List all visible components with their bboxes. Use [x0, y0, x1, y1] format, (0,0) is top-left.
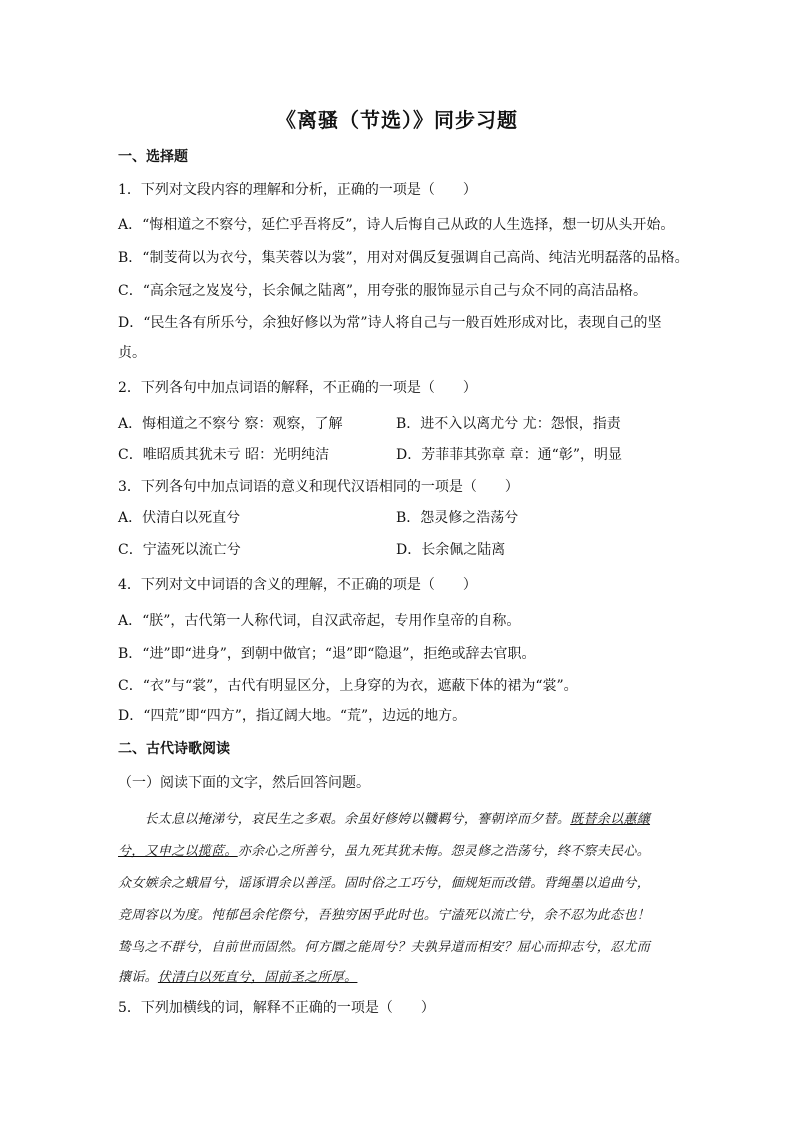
question-3-option-d: D．长余佩之陆离	[396, 542, 506, 558]
poem-line-1	[118, 810, 683, 830]
question-3-stem: 3．下列各句中加点词语的意义和现代汉语相同的一项是（ ）	[118, 479, 519, 495]
question-4-option-d: D．“四荒”即“四方”，指辽阔大地。“荒”，边远的地方。	[118, 708, 467, 724]
poem-line-3: 众女嫉余之蛾眉兮，谣诼谓余以善淫。固时俗之工巧兮，偭规矩而改错。背绳墨以追曲兮，	[118, 876, 651, 891]
poem-line-2	[118, 842, 683, 862]
poem-text: 攘诟。	[118, 970, 158, 985]
poem-text: 亦余心之所善兮，虽九死其犹未悔。怨灵修之浩荡兮，终不察夫民心。	[237, 844, 651, 859]
poem-line-4: 竞周容以为度。忳郁邑余侘傺兮，吾独穷困乎此时也。宁溘死以流亡兮，余不忍为此态也！	[118, 908, 651, 923]
poem-underlined-text: 既替余以蕙纕	[570, 812, 651, 827]
question-5-stem: 5．下列加横线的词，解释不正确的一项是（ ）	[118, 1000, 435, 1016]
question-1-option-d-line2: 贞。	[118, 345, 146, 361]
poem-line-6	[118, 968, 683, 988]
page-title: 《离骚（节选）》同步习题	[276, 108, 518, 132]
question-1-option-b: B．“制芰荷以为衣兮，集芙蓉以为裳”，用对对偶反复强调自己高尚、纯洁光明磊落的品格。	[118, 250, 689, 266]
question-1-option-d-line1: D．“民生各有所乐兮，余独好修以为常”诗人将自己与一般百姓形成对比，表现自己的坚	[118, 315, 662, 331]
question-4-option-c: C．“衣”与“裳”，古代有明显区分，上身穿的为衣，遮蔽下体的裙为“裳”。	[118, 678, 578, 694]
question-2-option-b: B．进不入以离尤兮 尤：怨恨，指责	[396, 416, 621, 432]
question-3-option-b: B．怨灵修之浩荡兮	[396, 510, 519, 526]
section-heading-poetry: 二、古代诗歌阅读	[118, 741, 230, 757]
question-3-option-a: A．伏清白以死直兮	[118, 510, 241, 526]
question-2-option-a: A．悔相道之不察兮 察：观察，了解	[118, 416, 343, 432]
question-4-stem: 4．下列对文中词语的含义的理解，不正确的项是（ ）	[118, 577, 477, 593]
question-2-option-c: C．唯昭质其犹未亏 昭：光明纯洁	[118, 447, 330, 463]
question-1-option-c: C．“高余冠之岌岌兮，长余佩之陆离”，用夸张的服饰显示自己与众不同的高洁品格。	[118, 283, 648, 299]
section-heading-choice: 一、选择题	[118, 149, 188, 165]
question-3-option-c: C．宁溘死以流亡兮	[118, 542, 241, 558]
question-2-stem: 2．下列各句中加点词语的解释，不正确的一项是（ ）	[118, 380, 477, 396]
poem-underlined-text: 兮，又申之以揽茝。	[118, 844, 238, 859]
question-4-option-b: B．“进”即“进身”，到朝中做官；“退”即“隐退”，拒绝或辞去官职。	[118, 646, 536, 662]
subsection-instruction: （一）阅读下面的文字，然后回答问题。	[118, 775, 370, 791]
question-1-option-a: A．“悔相道之不察兮，延伫乎吾将反”，诗人后悔自己从政的人生选择，想一切从头开始。	[118, 217, 675, 233]
question-1-stem: 1．下列对文段内容的理解和分析，正确的一项是（ ）	[118, 182, 477, 198]
poem-underlined-text: 伏清白以死直兮，固前圣之所厚。	[157, 970, 358, 985]
poem-line-5: 鸷鸟之不群兮，自前世而固然。何方圜之能周兮？夫孰异道而相安？屈心而抑志兮，忍尤而	[118, 940, 651, 955]
question-4-option-a: A．“朕”，古代第一人称代词，自汉武帝起，专用作皇帝的自称。	[118, 613, 521, 629]
question-2-option-d: D．芳菲菲其弥章 章：通“彰”，明显	[396, 447, 622, 463]
poem-text: 长太息以掩涕兮，哀民生之多艰。余虽好修姱以鞿羁兮，謇朝谇而夕替。	[118, 812, 571, 827]
